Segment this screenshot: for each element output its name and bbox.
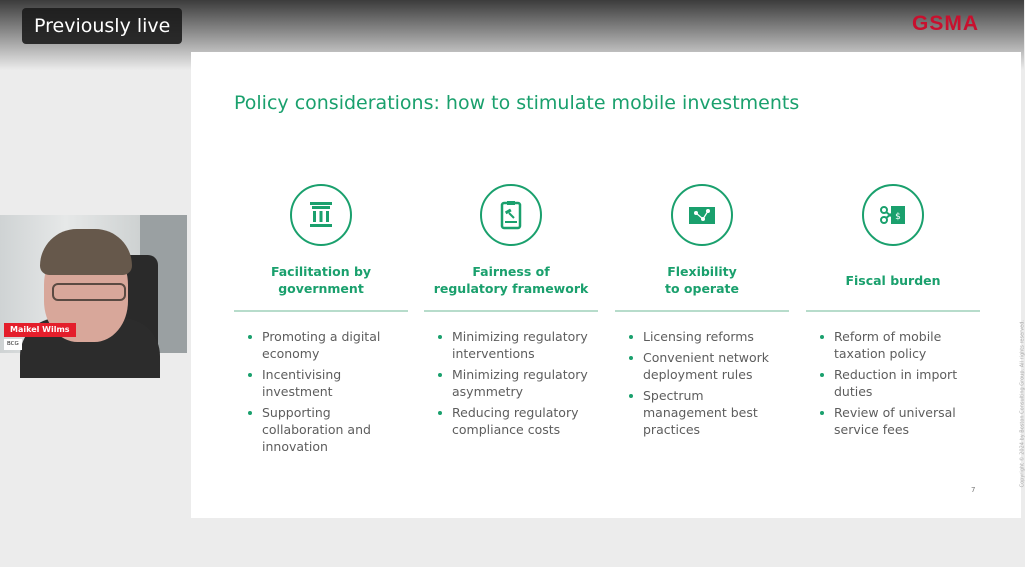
bullet-list [615, 328, 789, 438]
speaker-glasses [52, 283, 126, 301]
speaker-webcam [0, 215, 187, 353]
list-item: Spectrum management best practices [629, 387, 789, 438]
list-item: Reducing regulatory compliance costs [438, 404, 598, 438]
list-item: Minimizing regulatory interventions [438, 328, 598, 362]
list-item: Reform of mobile taxation policy [820, 328, 980, 362]
column-divider [615, 310, 789, 312]
network-board-icon [671, 184, 733, 246]
speaker-name-tag: Maikel Wilms [4, 323, 76, 337]
page-number: 7 [971, 486, 976, 494]
column-heading: Fairness of regulatory framework [433, 264, 589, 296]
bullet-list [424, 328, 598, 438]
speaker-hair [40, 229, 132, 275]
column-heading: Flexibility to operate [665, 264, 739, 296]
column-heading: Facilitation by government [270, 264, 372, 296]
copyright-notice: Copyright © 2024 by Boston Consulting Group. All rights reserved. [1019, 320, 1025, 488]
list-item: Minimizing regulatory asymmetry [438, 366, 598, 400]
bullet-list [234, 328, 408, 455]
column-flexibility [615, 184, 789, 442]
slide-title: Policy considerations: how to stimulate mobile investments [234, 92, 800, 114]
government-building-icon [290, 184, 352, 246]
column-facilitation [234, 184, 408, 459]
column-fairness [424, 184, 598, 442]
presentation-slide [191, 52, 1025, 518]
speaker-organization-tag: BCG [4, 339, 22, 350]
list-item: Convenient network deployment rules [629, 349, 789, 383]
scissors-money-icon [862, 184, 924, 246]
list-item: Incentivising investment [248, 366, 408, 400]
gsma-logo: GSMA [912, 12, 979, 35]
list-item: Promoting a digital economy [248, 328, 408, 362]
column-divider [234, 310, 408, 312]
list-item: Licensing reforms [629, 328, 789, 345]
list-item: Review of universal service fees [820, 404, 980, 438]
bullet-list [806, 328, 980, 438]
previously-live-badge: Previously live [22, 8, 182, 44]
column-heading: Fiscal burden [845, 272, 941, 288]
clipboard-gavel-icon [480, 184, 542, 246]
list-item: Supporting collaboration and innovation [248, 404, 408, 455]
list-item: Reduction in import duties [820, 366, 980, 400]
column-divider [806, 310, 980, 312]
svg-text:$: $ [895, 212, 901, 222]
column-divider [424, 310, 598, 312]
column-fiscal [806, 184, 980, 442]
